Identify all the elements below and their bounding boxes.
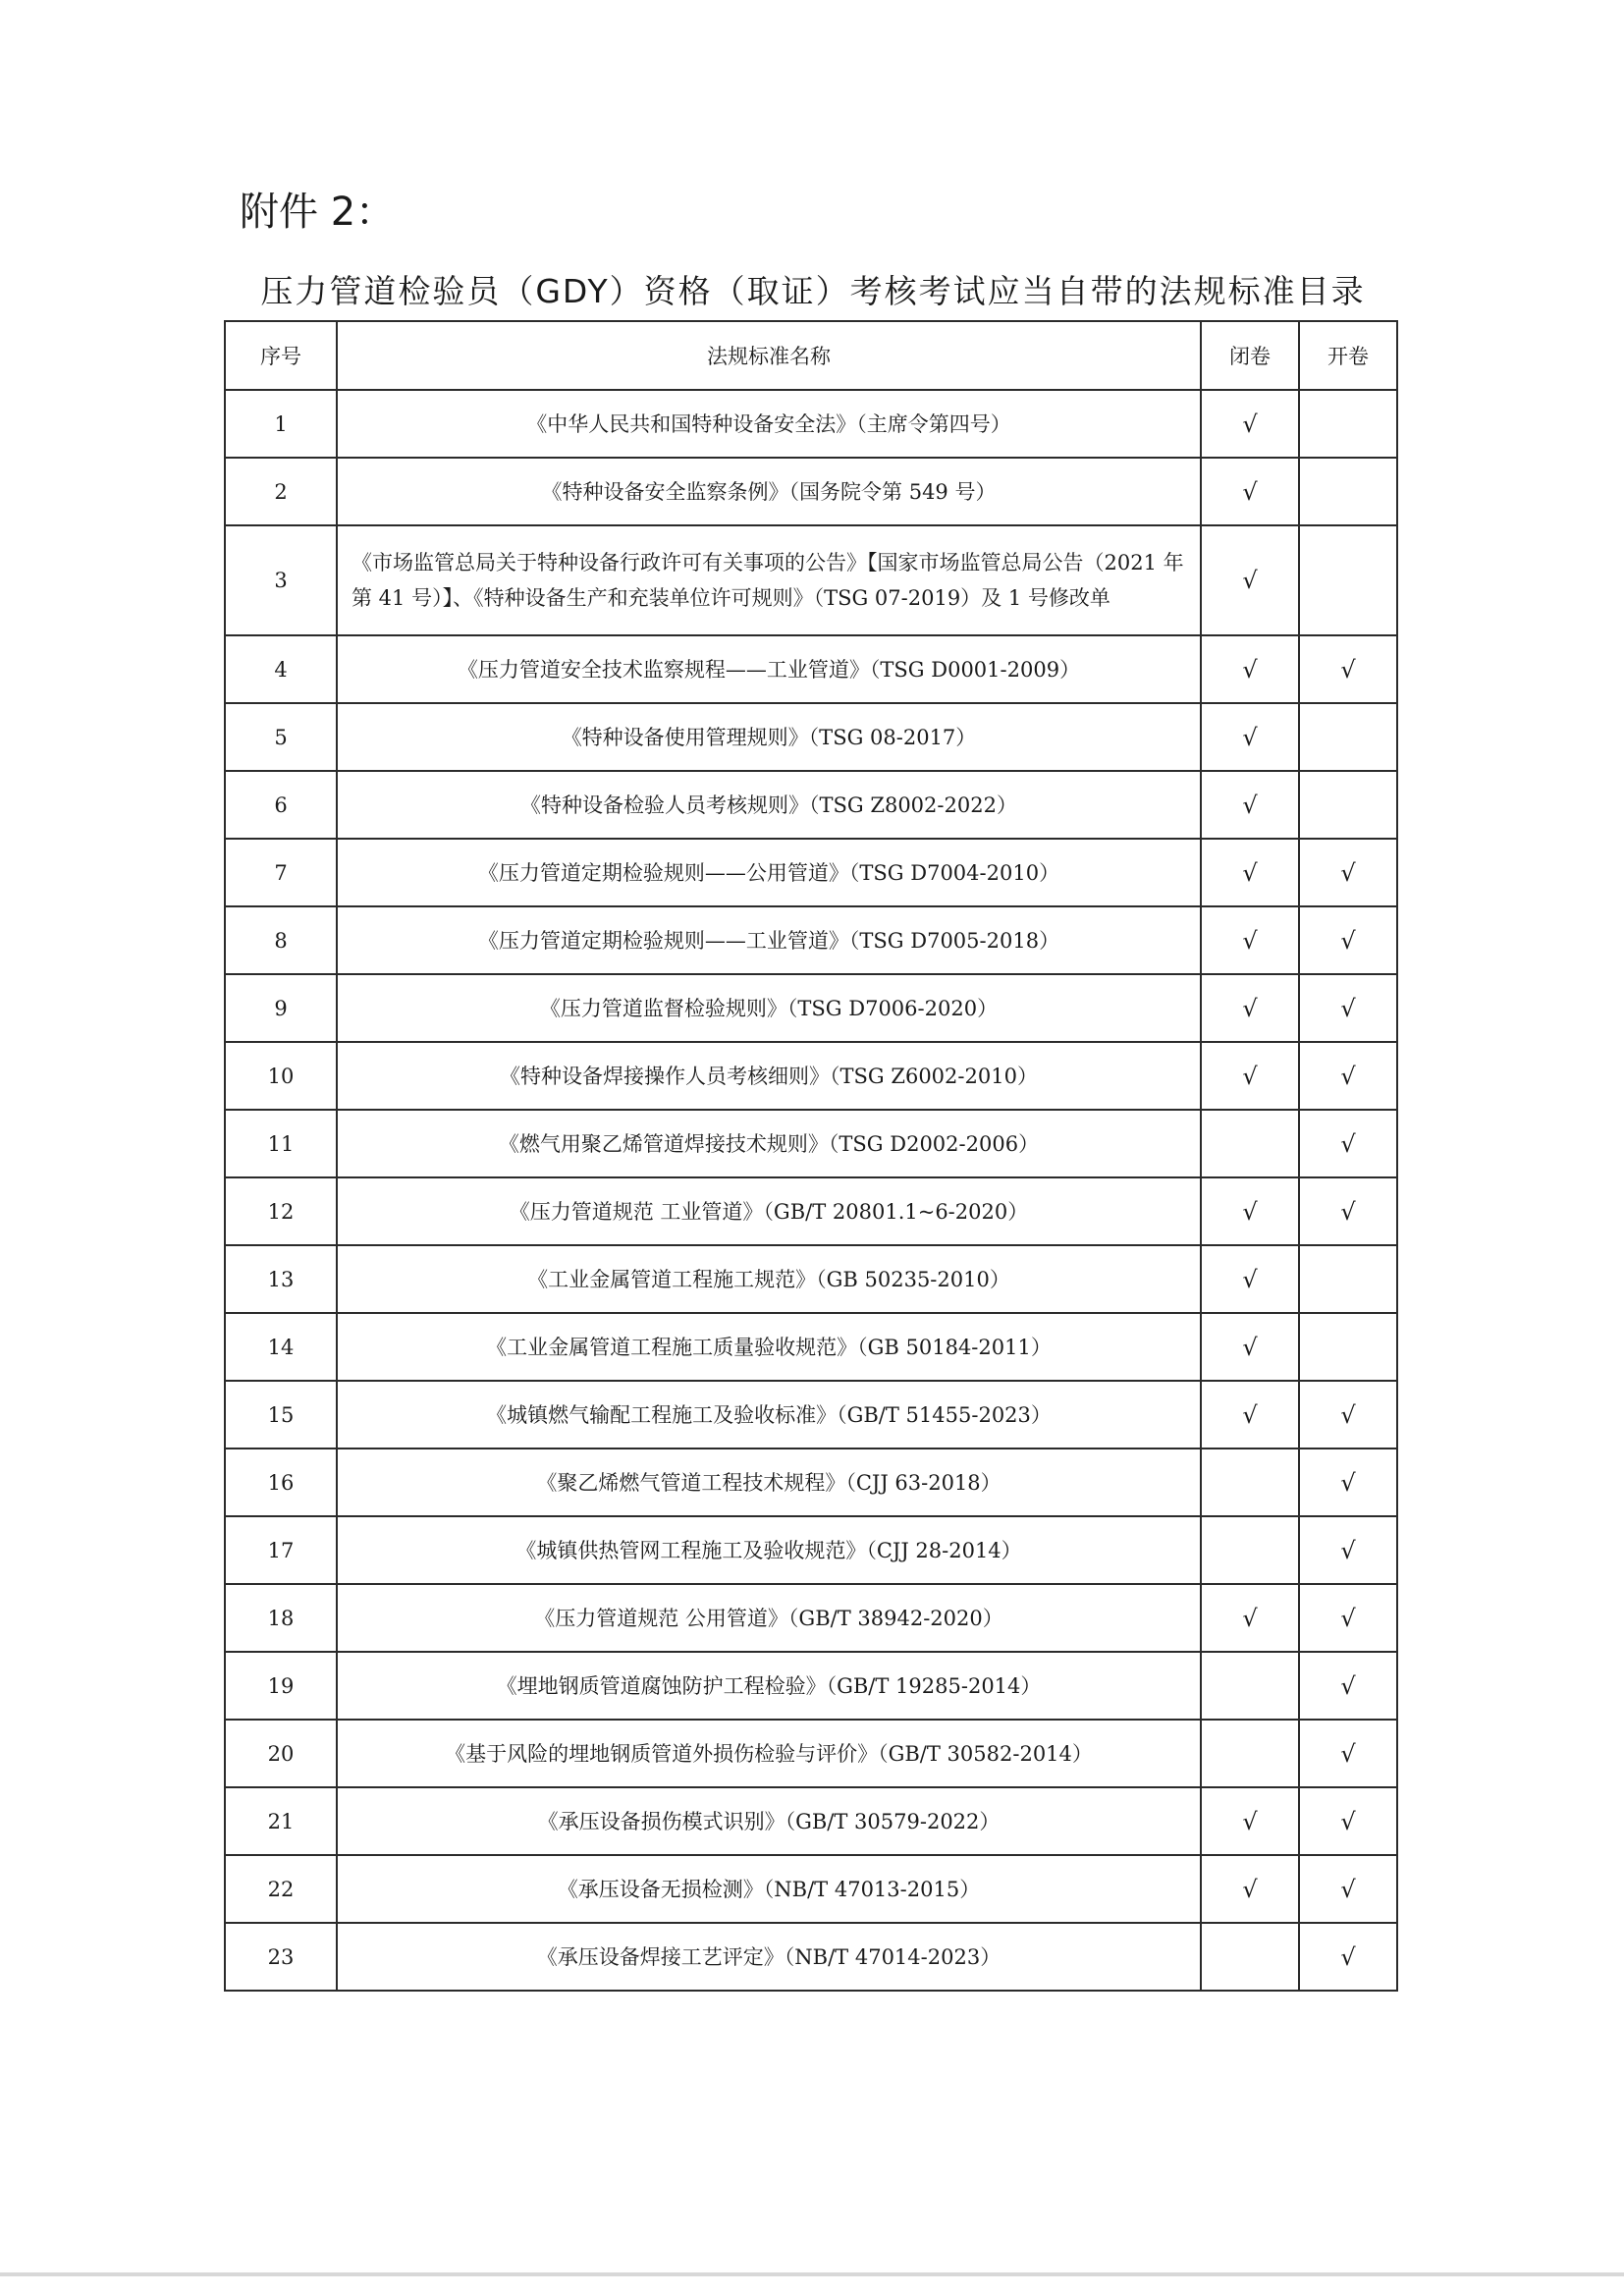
row-number-cell: 9 xyxy=(225,974,337,1042)
closed-book-mark: √ xyxy=(1201,771,1299,839)
row-number-cell: 21 xyxy=(225,1787,337,1855)
closed-book-mark: √ xyxy=(1201,1855,1299,1923)
closed-book-mark: √ xyxy=(1201,1313,1299,1381)
regulation-name-cell: 《聚乙烯燃气管道工程技术规程》（CJJ 63-2018） xyxy=(337,1449,1201,1516)
row-number-cell: 14 xyxy=(225,1313,337,1381)
closed-book-mark: √ xyxy=(1201,1584,1299,1652)
regulation-name-cell: 《承压设备焊接工艺评定》（NB/T 47014-2023） xyxy=(337,1923,1201,1991)
table-row xyxy=(225,974,1397,1042)
table-row xyxy=(225,906,1397,974)
table-row xyxy=(225,1584,1397,1652)
table-row xyxy=(225,1652,1397,1720)
row-number-cell: 6 xyxy=(225,771,337,839)
regulation-name-cell: 《压力管道规范 公用管道》（GB/T 38942-2020） xyxy=(337,1584,1201,1652)
regulation-name-cell: 《特种设备安全监察条例》（国务院令第 549 号） xyxy=(337,458,1201,525)
open-book-mark: √ xyxy=(1299,1516,1397,1584)
table-row xyxy=(225,1720,1397,1787)
regulation-name-cell: 《特种设备焊接操作人员考核细则》（TSG Z6002-2010） xyxy=(337,1042,1201,1110)
scan-edge-line xyxy=(0,2272,1624,2276)
table-row xyxy=(225,703,1397,771)
table-row xyxy=(225,1110,1397,1177)
regulation-name-cell: 《中华人民共和国特种设备安全法》（主席令第四号） xyxy=(337,390,1201,458)
open-book-mark xyxy=(1299,525,1397,635)
regulation-name-cell: 《压力管道规范 工业管道》（GB/T 20801.1~6-2020） xyxy=(337,1177,1201,1245)
table-row xyxy=(225,525,1397,635)
regulation-name-cell: 《承压设备损伤模式识别》（GB/T 30579-2022） xyxy=(337,1787,1201,1855)
regulations-table xyxy=(224,320,1398,1992)
row-number-cell: 1 xyxy=(225,390,337,458)
closed-book-mark xyxy=(1201,1923,1299,1991)
row-number-cell: 23 xyxy=(225,1923,337,1991)
row-number-cell: 11 xyxy=(225,1110,337,1177)
regulation-name-cell: 《压力管道定期检验规则——工业管道》（TSG D7005-2018） xyxy=(337,906,1201,974)
column-header-open: 开卷 xyxy=(1299,321,1397,390)
row-number-cell: 10 xyxy=(225,1042,337,1110)
closed-book-mark xyxy=(1201,1652,1299,1720)
open-book-mark: √ xyxy=(1299,1584,1397,1652)
table-row xyxy=(225,1787,1397,1855)
closed-book-mark: √ xyxy=(1201,1381,1299,1449)
closed-book-mark xyxy=(1201,1720,1299,1787)
row-number-cell: 16 xyxy=(225,1449,337,1516)
table-row xyxy=(225,1313,1397,1381)
table-row xyxy=(225,1381,1397,1449)
row-number-cell: 12 xyxy=(225,1177,337,1245)
closed-book-mark: √ xyxy=(1201,458,1299,525)
column-header-name: 法规标准名称 xyxy=(337,321,1201,390)
open-book-mark xyxy=(1299,458,1397,525)
column-header-closed: 闭卷 xyxy=(1201,321,1299,390)
open-book-mark xyxy=(1299,390,1397,458)
table-row xyxy=(225,839,1397,906)
table-row xyxy=(225,1042,1397,1110)
table-row xyxy=(225,771,1397,839)
row-number-cell: 15 xyxy=(225,1381,337,1449)
regulation-name-cell: 《埋地钢质管道腐蚀防护工程检验》（GB/T 19285-2014） xyxy=(337,1652,1201,1720)
row-number-cell: 17 xyxy=(225,1516,337,1584)
table-row xyxy=(225,1177,1397,1245)
open-book-mark: √ xyxy=(1299,974,1397,1042)
table-row xyxy=(225,1923,1397,1991)
open-book-mark: √ xyxy=(1299,1652,1397,1720)
open-book-mark: √ xyxy=(1299,906,1397,974)
row-number-cell: 4 xyxy=(225,635,337,703)
regulation-name-cell: 《燃气用聚乙烯管道焊接技术规则》（TSG D2002-2006） xyxy=(337,1110,1201,1177)
open-book-mark: √ xyxy=(1299,1923,1397,1991)
row-number-cell: 3 xyxy=(225,525,337,635)
regulation-name-cell: 《压力管道监督检验规则》（TSG D7006-2020） xyxy=(337,974,1201,1042)
regulation-name-cell: 《城镇供热管网工程施工及验收规范》（CJJ 28-2014） xyxy=(337,1516,1201,1584)
row-number-cell: 8 xyxy=(225,906,337,974)
regulation-name-cell: 《城镇燃气输配工程施工及验收标准》（GB/T 51455-2023） xyxy=(337,1381,1201,1449)
open-book-mark xyxy=(1299,771,1397,839)
open-book-mark: √ xyxy=(1299,1855,1397,1923)
regulation-name-cell: 《基于风险的埋地钢质管道外损伤检验与评价》（GB/T 30582-2014） xyxy=(337,1720,1201,1787)
document-title: 压力管道检验员（GDY）资格（取证）考核考试应当自带的法规标准目录 xyxy=(260,272,1366,310)
closed-book-mark: √ xyxy=(1201,974,1299,1042)
row-number-cell: 18 xyxy=(225,1584,337,1652)
table-row xyxy=(225,635,1397,703)
open-book-mark: √ xyxy=(1299,1381,1397,1449)
row-number-cell: 20 xyxy=(225,1720,337,1787)
row-number-cell: 19 xyxy=(225,1652,337,1720)
open-book-mark xyxy=(1299,1245,1397,1313)
closed-book-mark: √ xyxy=(1201,525,1299,635)
closed-book-mark xyxy=(1201,1516,1299,1584)
closed-book-mark: √ xyxy=(1201,1042,1299,1110)
table-row xyxy=(225,1449,1397,1516)
closed-book-mark: √ xyxy=(1201,1787,1299,1855)
closed-book-mark: √ xyxy=(1201,390,1299,458)
row-number-cell: 7 xyxy=(225,839,337,906)
closed-book-mark xyxy=(1201,1110,1299,1177)
regulation-name-cell: 《特种设备使用管理规则》（TSG 08-2017） xyxy=(337,703,1201,771)
row-number-cell: 13 xyxy=(225,1245,337,1313)
attachment-label: 附件 2： xyxy=(240,190,396,235)
table-row xyxy=(225,390,1397,458)
closed-book-mark: √ xyxy=(1201,1245,1299,1313)
table-row xyxy=(225,1516,1397,1584)
closed-book-mark: √ xyxy=(1201,703,1299,771)
table-row xyxy=(225,1855,1397,1923)
regulation-name-cell: 《市场监管总局关于特种设备行政许可有关事项的公告》【国家市场监管总局公告（2021 年第 41 号）】、《特种设备生产和充装单位许可规则》（TSG 07-2019）及 1 号修改单 xyxy=(337,525,1201,635)
open-book-mark xyxy=(1299,703,1397,771)
table-header-row xyxy=(225,321,1397,390)
table-row xyxy=(225,458,1397,525)
open-book-mark: √ xyxy=(1299,1787,1397,1855)
table-body xyxy=(225,390,1397,1991)
open-book-mark: √ xyxy=(1299,1042,1397,1110)
open-book-mark xyxy=(1299,1313,1397,1381)
closed-book-mark: √ xyxy=(1201,839,1299,906)
row-number-cell: 22 xyxy=(225,1855,337,1923)
open-book-mark: √ xyxy=(1299,1177,1397,1245)
open-book-mark: √ xyxy=(1299,1110,1397,1177)
regulation-name-cell: 《工业金属管道工程施工质量验收规范》（GB 50184-2011） xyxy=(337,1313,1201,1381)
open-book-mark: √ xyxy=(1299,1449,1397,1516)
open-book-mark: √ xyxy=(1299,635,1397,703)
row-number-cell: 2 xyxy=(225,458,337,525)
column-header-no: 序号 xyxy=(225,321,337,390)
open-book-mark: √ xyxy=(1299,839,1397,906)
table-row xyxy=(225,1245,1397,1313)
regulation-name-cell: 《特种设备检验人员考核规则》（TSG Z8002-2022） xyxy=(337,771,1201,839)
regulation-name-cell: 《承压设备无损检测》（NB/T 47013-2015） xyxy=(337,1855,1201,1923)
closed-book-mark: √ xyxy=(1201,1177,1299,1245)
regulation-name-cell: 《压力管道定期检验规则——公用管道》（TSG D7004-2010） xyxy=(337,839,1201,906)
regulation-name-cell: 《工业金属管道工程施工规范》（GB 50235-2010） xyxy=(337,1245,1201,1313)
row-number-cell: 5 xyxy=(225,703,337,771)
regulation-name-cell: 《压力管道安全技术监察规程——工业管道》（TSG D0001-2009） xyxy=(337,635,1201,703)
closed-book-mark: √ xyxy=(1201,635,1299,703)
closed-book-mark xyxy=(1201,1449,1299,1516)
closed-book-mark: √ xyxy=(1201,906,1299,974)
open-book-mark: √ xyxy=(1299,1720,1397,1787)
